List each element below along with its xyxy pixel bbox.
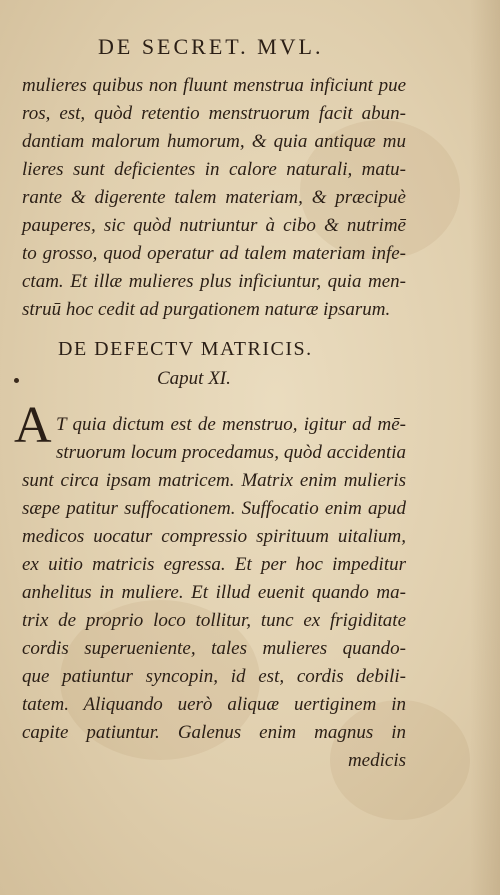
text-line: struorum locum procedamus, quòd accidentia	[56, 442, 406, 463]
section-title: DE DEFECTV MATRICIS.	[58, 338, 313, 360]
text-line: medicos uocatur compressio spirituum uitalium,	[22, 526, 406, 547]
text-line: to grosso, quod operatur ad talem materiam infe-	[22, 243, 406, 264]
text-line: T quia dictum est de menstruo, igitur ad mē-	[56, 414, 406, 435]
text-line: trix de proprio loco tollitur, tunc ex frigiditate	[22, 610, 406, 631]
text-line: sæpe patitur suffocationem. Suffocatio enim apud	[22, 498, 406, 519]
drop-cap: A	[14, 397, 52, 454]
chapter-number: Caput XI.	[157, 368, 231, 389]
catchword: medicis	[347, 750, 406, 771]
page-edge-shadow	[470, 0, 500, 895]
passage-two	[22, 411, 406, 775]
text-line: rante & digerente talem materiam, & præcipuè	[22, 187, 406, 208]
text-line: ex uitio matricis egressa. Et per hoc impeditur	[22, 554, 406, 575]
text-line: que patiuntur syncopin, id est, cordis debili-	[22, 666, 406, 687]
text-line: tatem. Aliquando uerò aliquæ uertiginem in	[22, 694, 406, 715]
text-line: dantiam malorum humorum, & quia antiquæ mu	[22, 131, 406, 152]
text-line: mulieres quibus non fluunt menstrua inficiunt pue	[22, 75, 406, 96]
text-line: struū hoc cedit ad purgationem naturæ ipsarum.	[22, 299, 391, 320]
text-line: ctam. Et illæ mulieres plus inficiuntur, quia men-	[22, 271, 406, 292]
text-line: cordis superueniente, tales mulieres quando-	[22, 638, 406, 659]
text-line: sunt circa ipsam matricem. Matrix enim mulieris	[22, 470, 406, 491]
running-header: DE SECRET. MVL.	[98, 34, 324, 59]
ink-dot	[14, 378, 19, 383]
text-line: anhelitus in muliere. Et illud euenit quando ma-	[22, 582, 406, 603]
text-line: lieres sunt deficientes in calore naturali, matu-	[22, 159, 406, 180]
text-line: capite patiuntur. Galenus enim magnus in	[22, 722, 406, 743]
text-line: ros, est, quòd retentio menstruorum facit abun-	[22, 103, 406, 124]
text-line: pauperes, sic quòd nutriuntur à cibo & nutrimē	[22, 215, 406, 236]
passage-one	[22, 72, 406, 324]
